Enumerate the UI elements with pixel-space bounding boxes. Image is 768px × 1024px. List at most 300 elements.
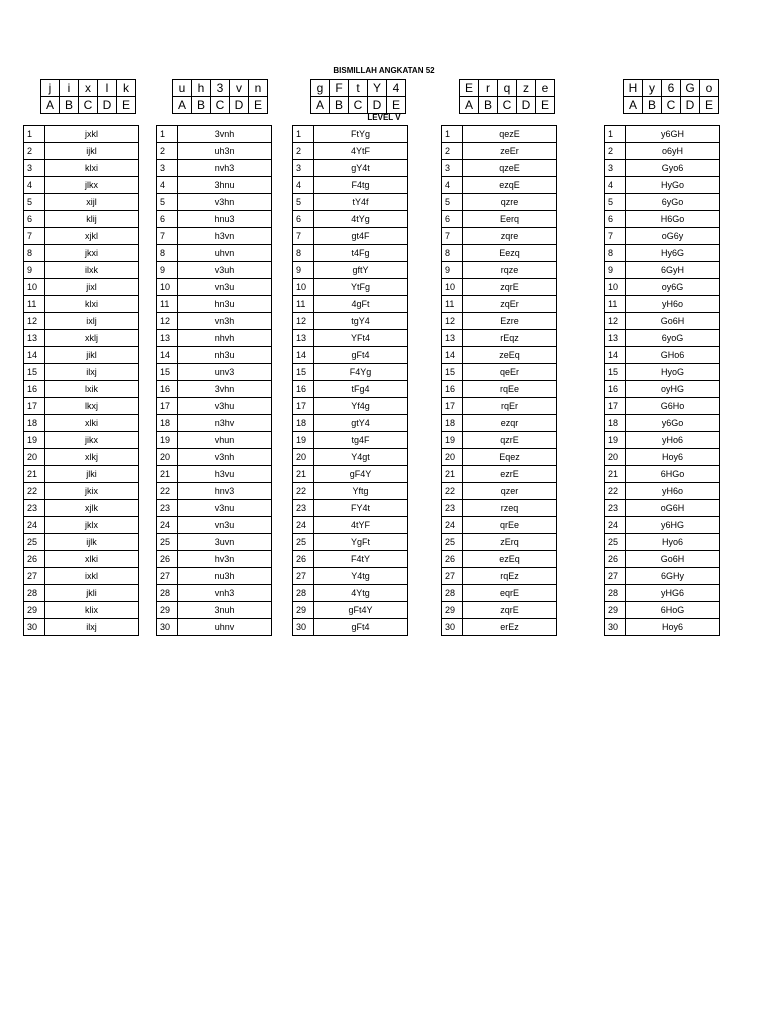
question-code: Y4gt [314, 449, 408, 466]
question-table [23, 125, 139, 636]
question-row [24, 313, 139, 330]
question-row [442, 245, 557, 262]
question-number: 22 [293, 483, 314, 500]
question-code: Eezq [463, 245, 557, 262]
question-row [24, 483, 139, 500]
question-number: 5 [442, 194, 463, 211]
question-row [293, 517, 408, 534]
question-code: gt4F [314, 228, 408, 245]
question-code: oy6G [626, 279, 720, 296]
question-number: 2 [157, 143, 178, 160]
question-number: 7 [442, 228, 463, 245]
question-row [24, 347, 139, 364]
question-row [24, 143, 139, 160]
question-number: 16 [293, 381, 314, 398]
question-number: 12 [24, 313, 45, 330]
question-number: 2 [293, 143, 314, 160]
question-row [24, 194, 139, 211]
key-letter-cell: C [79, 97, 98, 114]
question-code: qeEr [463, 364, 557, 381]
question-code: oyHG [626, 381, 720, 398]
question-number: 4 [442, 177, 463, 194]
question-number: 23 [293, 500, 314, 517]
question-row [605, 483, 720, 500]
key-letter-cell: E [249, 97, 268, 114]
question-code: GHo6 [626, 347, 720, 364]
question-code: 3hnu [178, 177, 272, 194]
question-number: 29 [442, 602, 463, 619]
question-number: 29 [293, 602, 314, 619]
question-code: uhvn [178, 245, 272, 262]
question-number: 8 [293, 245, 314, 262]
question-number: 10 [293, 279, 314, 296]
question-number: 6 [24, 211, 45, 228]
level-label: LEVEL V [367, 113, 401, 122]
question-row [157, 381, 272, 398]
question-number: 7 [293, 228, 314, 245]
question-row [442, 126, 557, 143]
question-number: 16 [24, 381, 45, 398]
question-number: 4 [605, 177, 626, 194]
question-row [605, 279, 720, 296]
question-code: y6GH [626, 126, 720, 143]
key-letters-row [41, 97, 136, 114]
question-code: zeEq [463, 347, 557, 364]
question-row [442, 449, 557, 466]
question-row [24, 551, 139, 568]
question-row [605, 585, 720, 602]
question-number: 12 [442, 313, 463, 330]
question-row [442, 160, 557, 177]
question-code: 6yGo [626, 194, 720, 211]
key-letter-cell: A [624, 97, 643, 114]
question-code: Hyo6 [626, 534, 720, 551]
question-code: Ezre [463, 313, 557, 330]
question-number: 8 [605, 245, 626, 262]
question-table [604, 125, 720, 636]
question-row [157, 449, 272, 466]
question-row [24, 398, 139, 415]
question-row [605, 126, 720, 143]
question-number: 14 [442, 347, 463, 364]
question-row [605, 330, 720, 347]
key-symbols-row [173, 80, 268, 97]
question-code: jixl [45, 279, 139, 296]
key-letters-row [460, 97, 555, 114]
question-row [442, 177, 557, 194]
question-number: 14 [157, 347, 178, 364]
key-letter-cell: D [230, 97, 249, 114]
question-number: 15 [24, 364, 45, 381]
question-row [293, 568, 408, 585]
question-code: ezqE [463, 177, 557, 194]
question-code: tgY4 [314, 313, 408, 330]
question-row [157, 228, 272, 245]
key-symbol-cell: 4 [387, 80, 406, 97]
question-row [605, 211, 720, 228]
question-code: 3vnh [178, 126, 272, 143]
question-code: vn3u [178, 517, 272, 534]
question-code: jkix [45, 483, 139, 500]
question-code: ixkl [45, 568, 139, 585]
question-number: 13 [24, 330, 45, 347]
question-row [293, 534, 408, 551]
question-code: hn3u [178, 296, 272, 313]
question-number: 11 [293, 296, 314, 313]
question-row [605, 347, 720, 364]
question-row [442, 381, 557, 398]
question-code: Eqez [463, 449, 557, 466]
question-number: 18 [24, 415, 45, 432]
question-code: nvh3 [178, 160, 272, 177]
key-symbol-cell: h [192, 80, 211, 97]
question-code: jikl [45, 347, 139, 364]
question-code: n3hv [178, 415, 272, 432]
question-table [156, 125, 272, 636]
question-number: 17 [442, 398, 463, 415]
question-number: 1 [157, 126, 178, 143]
question-number: 3 [24, 160, 45, 177]
question-number: 6 [442, 211, 463, 228]
question-number: 27 [24, 568, 45, 585]
answer-key-table [40, 79, 136, 114]
question-code: jxkl [45, 126, 139, 143]
question-code: klxi [45, 160, 139, 177]
question-row [157, 126, 272, 143]
question-code: 6yoG [626, 330, 720, 347]
question-row [293, 347, 408, 364]
answer-key-table [459, 79, 555, 114]
question-code: Hoy6 [626, 619, 720, 636]
question-number: 8 [24, 245, 45, 262]
question-row [605, 160, 720, 177]
question-code: rqEr [463, 398, 557, 415]
question-code: zqrE [463, 279, 557, 296]
question-row [605, 228, 720, 245]
question-number: 26 [293, 551, 314, 568]
question-row [157, 143, 272, 160]
question-row [24, 160, 139, 177]
question-code: zqrE [463, 602, 557, 619]
question-number: 2 [605, 143, 626, 160]
key-symbol-cell: l [98, 80, 117, 97]
question-code: nhvh [178, 330, 272, 347]
question-code: YgFt [314, 534, 408, 551]
question-row [293, 398, 408, 415]
question-number: 21 [293, 466, 314, 483]
question-number: 28 [24, 585, 45, 602]
question-code: hv3n [178, 551, 272, 568]
key-letters-row [311, 97, 406, 114]
question-row [24, 466, 139, 483]
question-row [157, 398, 272, 415]
question-row [442, 398, 557, 415]
question-code: hnu3 [178, 211, 272, 228]
question-row [157, 313, 272, 330]
question-table [441, 125, 557, 636]
question-code: klij [45, 211, 139, 228]
question-code: ijkl [45, 143, 139, 160]
question-row [605, 245, 720, 262]
question-code: Y4tg [314, 568, 408, 585]
question-number: 30 [24, 619, 45, 636]
key-symbol-cell: u [173, 80, 192, 97]
question-row [605, 517, 720, 534]
question-row [605, 381, 720, 398]
question-row [157, 211, 272, 228]
question-code: gftY [314, 262, 408, 279]
question-number: 14 [605, 347, 626, 364]
question-number: 29 [24, 602, 45, 619]
question-code: ezrE [463, 466, 557, 483]
question-row [24, 279, 139, 296]
question-number: 25 [24, 534, 45, 551]
question-row [293, 228, 408, 245]
question-code: klxi [45, 296, 139, 313]
question-code: Yf4g [314, 398, 408, 415]
key-letter-cell: B [643, 97, 662, 114]
key-letter-cell: E [536, 97, 555, 114]
key-symbol-cell: q [498, 80, 517, 97]
question-number: 15 [157, 364, 178, 381]
question-code: 4YtF [314, 143, 408, 160]
question-row [442, 262, 557, 279]
question-code: h3vn [178, 228, 272, 245]
question-number: 19 [157, 432, 178, 449]
question-number: 24 [24, 517, 45, 534]
question-code: o6yH [626, 143, 720, 160]
question-code: tY4f [314, 194, 408, 211]
key-symbol-cell: E [460, 80, 479, 97]
question-number: 3 [293, 160, 314, 177]
question-number: 9 [442, 262, 463, 279]
question-row [442, 347, 557, 364]
question-row [24, 330, 139, 347]
question-row [157, 619, 272, 636]
question-code: 4tYg [314, 211, 408, 228]
question-number: 16 [442, 381, 463, 398]
question-row [442, 585, 557, 602]
question-number: 26 [24, 551, 45, 568]
key-symbol-cell: g [311, 80, 330, 97]
question-row [605, 619, 720, 636]
question-number: 29 [157, 602, 178, 619]
question-number: 3 [605, 160, 626, 177]
question-number: 13 [157, 330, 178, 347]
key-symbol-cell: H [624, 80, 643, 97]
question-code: F4Yg [314, 364, 408, 381]
key-letter-cell: C [662, 97, 681, 114]
question-number: 1 [442, 126, 463, 143]
question-row [24, 228, 139, 245]
question-number: 1 [293, 126, 314, 143]
key-letter-cell: D [681, 97, 700, 114]
question-number: 30 [605, 619, 626, 636]
question-row [293, 160, 408, 177]
question-code: ilxj [45, 619, 139, 636]
question-row [24, 296, 139, 313]
question-code: y6Go [626, 415, 720, 432]
key-symbol-cell: e [536, 80, 555, 97]
question-number: 28 [442, 585, 463, 602]
question-code: t4Fg [314, 245, 408, 262]
question-row [605, 177, 720, 194]
question-code: rqEz [463, 568, 557, 585]
question-code: eqrE [463, 585, 557, 602]
question-row [24, 585, 139, 602]
question-row [157, 364, 272, 381]
question-number: 4 [157, 177, 178, 194]
question-number: 14 [293, 347, 314, 364]
question-code: lkxj [45, 398, 139, 415]
question-row [442, 279, 557, 296]
question-number: 25 [442, 534, 463, 551]
question-row [293, 296, 408, 313]
question-code: vn3u [178, 279, 272, 296]
question-code: rqze [463, 262, 557, 279]
question-row [442, 228, 557, 245]
question-code: 6GyH [626, 262, 720, 279]
question-number: 21 [24, 466, 45, 483]
question-code: v3uh [178, 262, 272, 279]
question-row [157, 262, 272, 279]
question-code: YFt4 [314, 330, 408, 347]
key-letter-cell: E [700, 97, 719, 114]
question-row [157, 517, 272, 534]
question-code: qzer [463, 483, 557, 500]
question-code: F4tg [314, 177, 408, 194]
question-number: 6 [605, 211, 626, 228]
question-number: 12 [605, 313, 626, 330]
question-number: 6 [157, 211, 178, 228]
question-row [157, 500, 272, 517]
question-number: 15 [605, 364, 626, 381]
question-row [157, 602, 272, 619]
key-letter-cell: D [517, 97, 536, 114]
question-row [293, 194, 408, 211]
question-code: xijl [45, 194, 139, 211]
question-row [293, 602, 408, 619]
question-number: 17 [293, 398, 314, 415]
question-code: 6GHy [626, 568, 720, 585]
question-number: 1 [24, 126, 45, 143]
question-row [24, 619, 139, 636]
question-number: 27 [293, 568, 314, 585]
question-code: HyoG [626, 364, 720, 381]
question-row [442, 551, 557, 568]
question-code: zErq [463, 534, 557, 551]
question-number: 16 [605, 381, 626, 398]
question-code: hnv3 [178, 483, 272, 500]
question-row [24, 245, 139, 262]
question-number: 7 [24, 228, 45, 245]
question-number: 5 [605, 194, 626, 211]
question-row [293, 126, 408, 143]
key-symbol-cell: t [349, 80, 368, 97]
question-number: 2 [24, 143, 45, 160]
question-code: vnh3 [178, 585, 272, 602]
question-code: ixlj [45, 313, 139, 330]
question-code: zqEr [463, 296, 557, 313]
question-code: Go6H [626, 551, 720, 568]
question-number: 10 [24, 279, 45, 296]
question-row [293, 500, 408, 517]
question-code: xklj [45, 330, 139, 347]
question-code: xlkj [45, 449, 139, 466]
question-number: 29 [605, 602, 626, 619]
question-number: 23 [605, 500, 626, 517]
question-number: 17 [605, 398, 626, 415]
question-code: 3vhn [178, 381, 272, 398]
key-letter-cell: B [60, 97, 79, 114]
question-row [157, 551, 272, 568]
question-number: 24 [157, 517, 178, 534]
question-code: G6Ho [626, 398, 720, 415]
question-number: 5 [157, 194, 178, 211]
question-row [157, 279, 272, 296]
question-row [157, 483, 272, 500]
question-row [442, 415, 557, 432]
key-symbol-cell: 3 [211, 80, 230, 97]
question-number: 22 [605, 483, 626, 500]
question-code: gY4t [314, 160, 408, 177]
question-row [157, 160, 272, 177]
question-row [24, 177, 139, 194]
key-symbol-cell: o [700, 80, 719, 97]
question-code: 6HGo [626, 466, 720, 483]
question-code: oG6y [626, 228, 720, 245]
question-row [24, 262, 139, 279]
question-number: 6 [293, 211, 314, 228]
question-row [605, 551, 720, 568]
key-symbols-row [624, 80, 719, 97]
question-row [293, 449, 408, 466]
question-code: qzeE [463, 160, 557, 177]
question-row [24, 534, 139, 551]
question-number: 23 [24, 500, 45, 517]
question-row [157, 432, 272, 449]
question-row [293, 415, 408, 432]
question-number: 21 [605, 466, 626, 483]
question-code: rEqz [463, 330, 557, 347]
question-row [157, 585, 272, 602]
key-letter-cell: A [173, 97, 192, 114]
question-number: 9 [293, 262, 314, 279]
question-code: ezqr [463, 415, 557, 432]
question-row [605, 500, 720, 517]
question-number: 25 [157, 534, 178, 551]
question-number: 11 [605, 296, 626, 313]
question-row [157, 245, 272, 262]
question-row [293, 364, 408, 381]
question-code: FtYg [314, 126, 408, 143]
question-table [292, 125, 408, 636]
key-letters-row [624, 97, 719, 114]
question-row [605, 602, 720, 619]
question-number: 22 [24, 483, 45, 500]
question-row [293, 330, 408, 347]
question-number: 27 [442, 568, 463, 585]
question-row [24, 364, 139, 381]
question-row [24, 602, 139, 619]
question-code: xlki [45, 415, 139, 432]
key-letter-cell: C [498, 97, 517, 114]
question-row [293, 211, 408, 228]
question-row [24, 432, 139, 449]
question-code: 4Ytg [314, 585, 408, 602]
question-code: YtFg [314, 279, 408, 296]
page-title: BISMILLAH ANGKATAN 52 [333, 66, 435, 75]
